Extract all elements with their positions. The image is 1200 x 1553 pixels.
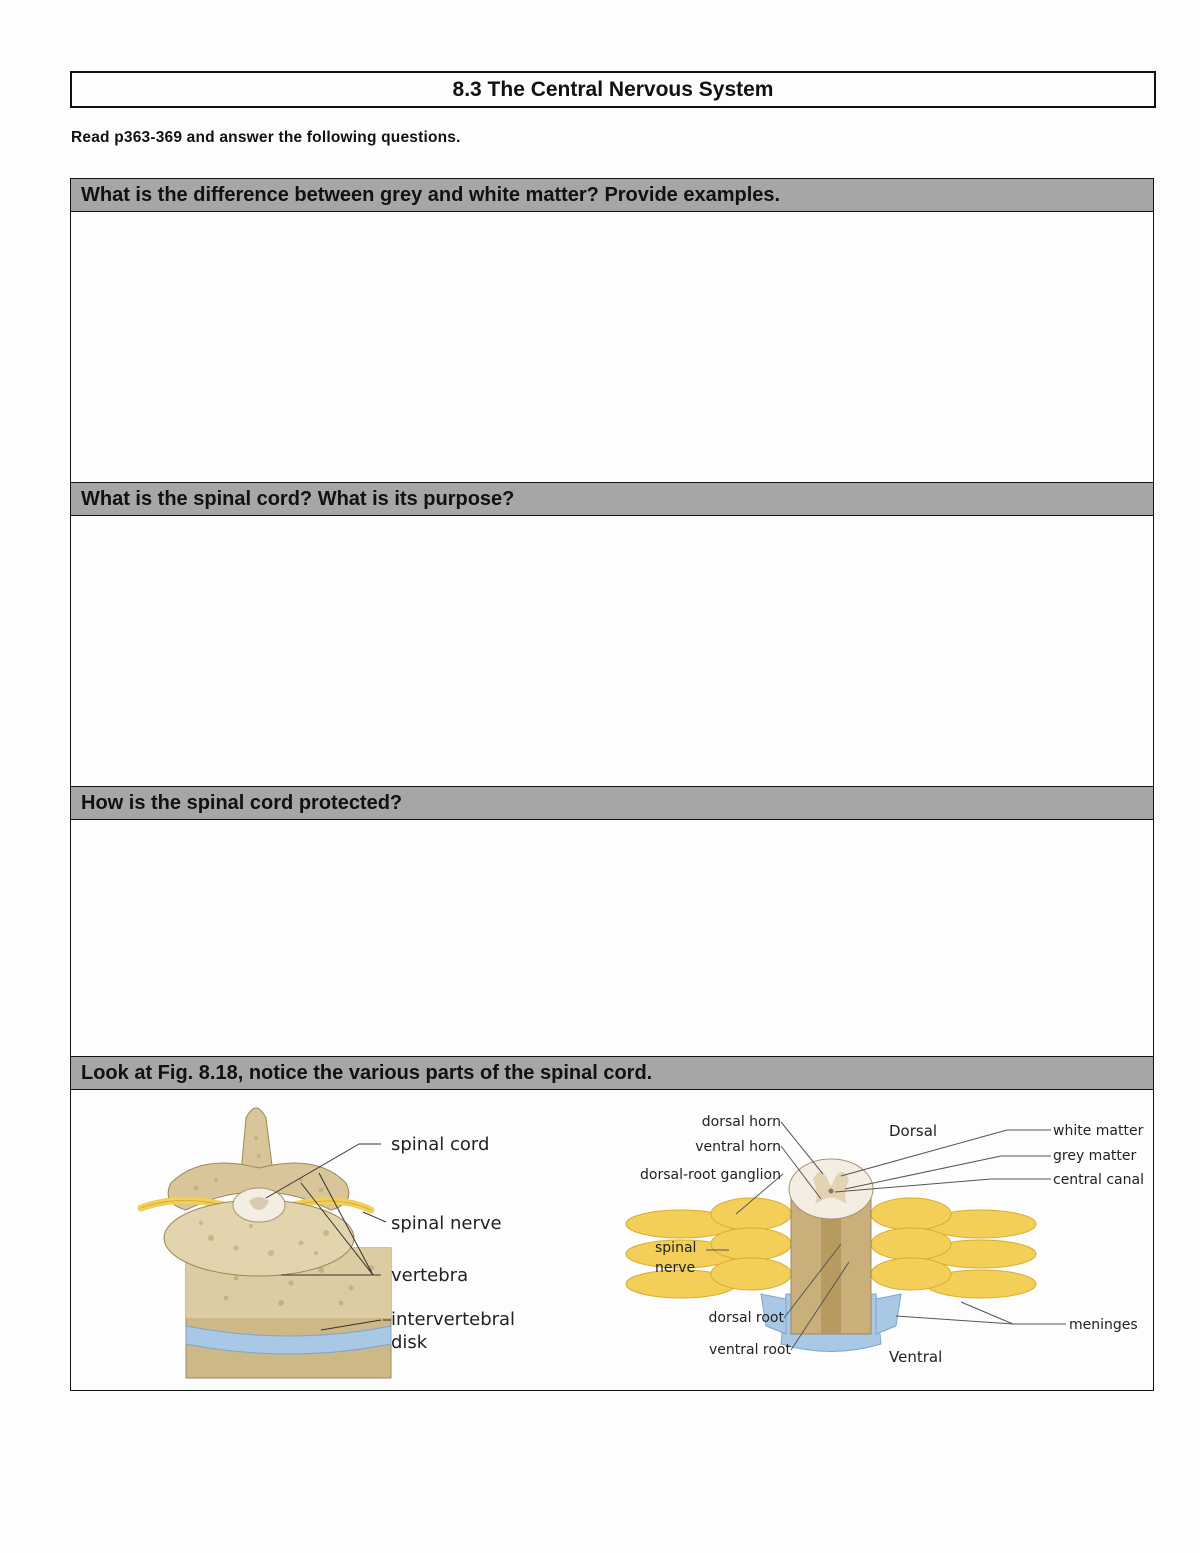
label-spinal-nerve-2: nerve (655, 1260, 696, 1276)
label-intervertebral: intervertebral (391, 1309, 516, 1330)
page-title: 8.3 The Central Nervous System (70, 71, 1156, 108)
answer-area-2[interactable] (71, 516, 1153, 786)
answer-area-1[interactable] (71, 212, 1153, 482)
label-dorsal-root: dorsal root (708, 1310, 784, 1326)
label-ventral: Ventral (889, 1348, 943, 1366)
label-dorsal-horn: dorsal horn (701, 1114, 781, 1130)
question-box-2 (70, 482, 1154, 787)
vertebra-illustration (141, 1098, 581, 1388)
question-prompt-1: What is the difference between grey and white matter? Provide examples. (71, 179, 1153, 212)
instructions-text: Read p363-369 and answer the following questions. (71, 129, 461, 146)
label-disk: disk (391, 1332, 428, 1353)
figure-area (71, 1090, 1153, 1390)
answer-area-3[interactable] (71, 820, 1153, 1056)
label-dorsal: Dorsal (889, 1122, 938, 1140)
spinal-cord-cross-section (551, 1094, 1144, 1389)
label-spinal-nerve-1: spinal (655, 1240, 697, 1256)
question-prompt-2: What is the spinal cord? What is its purpose? (71, 483, 1153, 516)
label-spinal-cord: spinal cord (391, 1134, 490, 1155)
label-spinal-nerve: spinal nerve (391, 1213, 502, 1234)
label-grey-matter: grey matter (1053, 1148, 1137, 1164)
label-central-canal: central canal (1053, 1172, 1144, 1188)
label-meninges: meninges (1069, 1317, 1138, 1333)
question-box-4 (70, 1056, 1154, 1391)
question-box-1 (70, 178, 1154, 483)
label-vertebra: vertebra (391, 1265, 469, 1286)
label-dorsal-root-ganglion: dorsal-root ganglion (640, 1167, 781, 1183)
question-prompt-3: How is the spinal cord protected? (71, 787, 1153, 820)
label-ventral-horn: ventral horn (695, 1139, 781, 1155)
question-prompt-4: Look at Fig. 8.18, notice the various parts of the spinal cord. (71, 1057, 1153, 1090)
label-white-matter: white matter (1053, 1123, 1144, 1139)
question-box-3 (70, 786, 1154, 1057)
label-ventral-root: ventral root (708, 1342, 791, 1358)
